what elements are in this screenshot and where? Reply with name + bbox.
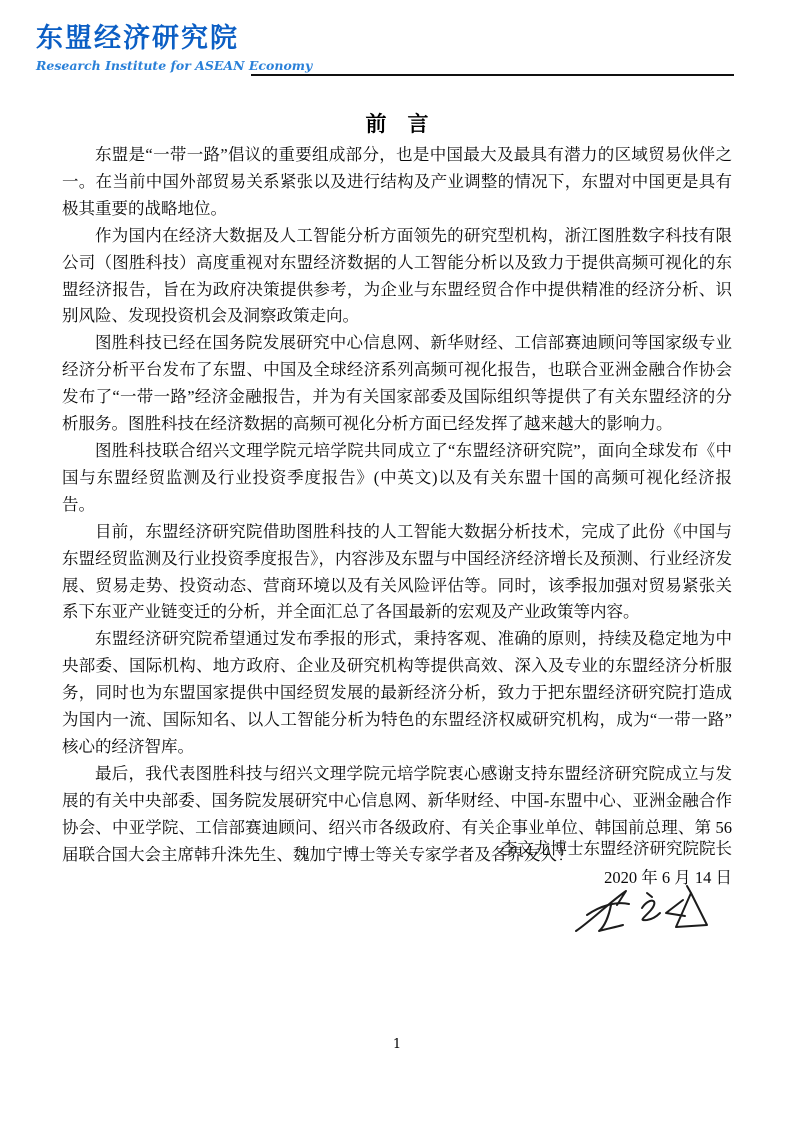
paragraph-6: 东盟经济研究院希望通过发布季报的形式，秉持客观、准确的原则，持续及稳定地为中央部委、国际机构、地方政府、企业及研究机构等提供高效、深入及专业的东盟经济分析服务，同时也为东盟国家提供中国经贸发展的最新经济分析，致力于把东盟经济研究院打造成为国内一流、国际知名、以人工智能分析为特色的东盟经济权威研究机构，成为“一带一路”核心的经济智库。 — [62, 629, 732, 756]
page-title: 前 言 — [365, 112, 429, 136]
org-logo — [36, 16, 312, 73]
document-body — [62, 142, 732, 868]
paragraph-3: 图胜科技已经在国务院发展研究中心信息网、新华财经、工信部赛迪顾问等国家级专业经济分析平台发布了东盟、中国及全球经济系列高频可视化报告，也联合亚洲金融合作协会发布了“一带一路”经济金融报告，并为有关国家部委及国际组织等提供了有关东盟经济的分析服务。图胜科技在经济数据的高频可视化分析方面已经发挥了越来越大的影响力。 — [62, 333, 732, 434]
paragraph-2: 作为国内在经济大数据及人工智能分析方面领先的研究型机构，浙江图胜数字科技有限公司（图胜科技）高度重视对东盟经济数据的人工智能分析以及致力于提供高频可视化的东盟经济报告，旨在为政府决策提供参考，为企业与东盟经贸合作中提供精准的经济分析、识别风险、发现投资机会及洞察政策走向。 — [62, 225, 732, 326]
signature-date-line: 2020 年 6 月 14 日 — [604, 868, 732, 887]
header-divider-line — [251, 74, 734, 76]
page-number: 1 — [392, 1037, 402, 1052]
org-logo-english-subtitle: Research Institute for ASEAN Economy — [36, 58, 313, 73]
org-logo-chinese-title: 东盟经济研究院 — [36, 23, 239, 54]
signature-signer-line: 李文龙博士东盟经济研究院院长 — [501, 839, 732, 858]
paragraph-1: 东盟是“一带一路”倡议的重要组成部分，也是中国最大及最具有潜力的区域贸易伙伴之一。在当前中国外部贸易关系紧张以及进行结构及产业调整的情况下，东盟对中国更是具有极其重要的战略地位。 — [62, 145, 732, 218]
handwritten-signature-image — [570, 884, 728, 940]
paragraph-5: 目前，东盟经济研究院借助图胜科技的人工智能大数据分析技术，完成了此份《中国与东盟经贸监测及行业投资季度报告》，内容涉及东盟与中国经济经济增长及预测、行业经济发展、贸易走势、投资动态、营商环境以及有关风险评估等。同时，该季报加强对贸易紧张关系下东亚产业链变迁的分析，并全面汇总了各国最新的宏观及产业政策等内容。 — [62, 521, 732, 622]
paragraph-7: 最后，我代表图胜科技与绍兴文理学院元培学院衷心感谢支持东盟经济研究院成立与发展的有关中央部委、国务院发展研究中心信息网、新华财经、中国-东盟中心、亚洲金融合作协会、中亚学院、工信部赛迪顾问、绍兴市各级政府、有关企事业单位、韩国前总理、第 56 届联合国大会主席韩升洙先生、魏加宁博士等关专家学者及各界友人！ — [62, 763, 732, 864]
paragraph-4: 图胜科技联合绍兴文理学院元培学院共同成立了“东盟经济研究院”，面向全球发布《中国与东盟经贸监测及行业投资季度报告》(中英文)以及有关东盟十国的高频可视化经济报告。 — [62, 440, 732, 514]
